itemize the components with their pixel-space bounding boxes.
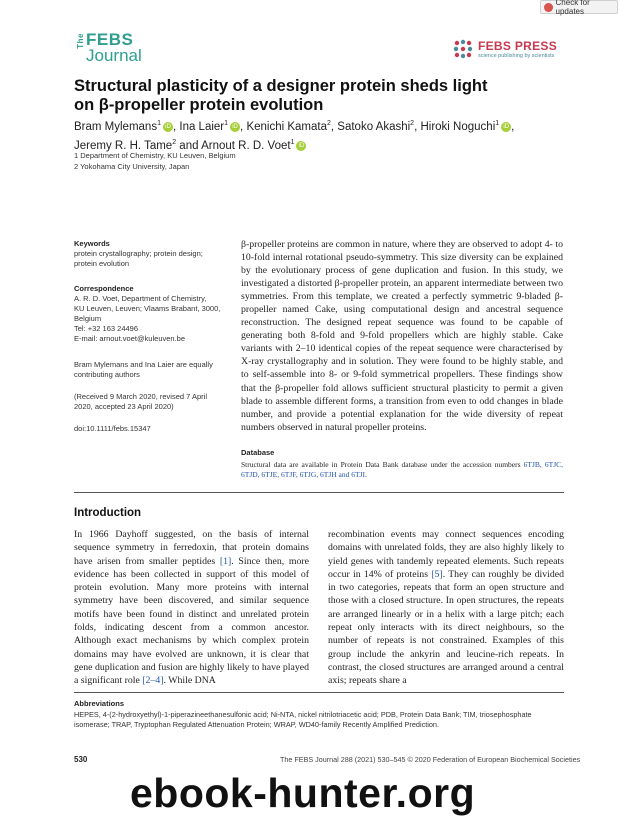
- affiliation: 2 Yokohama City University, Japan: [74, 162, 190, 171]
- author-name: Bram Mylemans: [74, 120, 158, 133]
- database-text: [241, 460, 563, 480]
- abbreviations-text: HEPES, 4-(2-hydroxyethyl)-1-piperazineethanesulfonic acid; Ni-NTA, nickel nitrilotriacetic acid; PDB, Protein Data Bank; TIM, triosephosphate isomerase; TRAP, Tryptophan Regulated Attenuation Protein; WRAP, WD40-family Recently Amplified Prediction.: [74, 710, 532, 729]
- section-divider: [74, 492, 564, 493]
- check-for-updates-button[interactable]: [540, 0, 618, 14]
- citation-link[interactable]: [2–4]: [142, 675, 164, 687]
- author-name: Kenichi Kamata: [246, 120, 327, 133]
- press-name: FEBS PRESS: [478, 39, 558, 53]
- press-tagline: science publishing by scientists: [478, 53, 555, 59]
- affiliation: 1 Department of Chemistry, KU Leuven, Belgium: [74, 151, 236, 160]
- orcid-icon[interactable]: iD: [501, 122, 511, 132]
- affiliation-marker: 1: [290, 138, 295, 146]
- orcid-icon[interactable]: iD: [163, 122, 173, 132]
- pdb-accession-links[interactable]: 6TJB, 6TJC, 6TJD, 6TJE, 6TJF, 6TJG, 6TJH and 6TJI.: [241, 460, 564, 479]
- author-line: Jeremy R. H. Tame$^2$ and Arnout R. D. Voet$^1$ iD: [74, 135, 554, 154]
- author-name: Jeremy R. H. Tame: [74, 139, 173, 152]
- affiliation-marker: 2: [172, 138, 177, 146]
- correspondence-line: KU Leuven, Leuven; Vlaams Brabant, 3000,: [74, 304, 221, 313]
- logo-febs: FEBS: [86, 30, 134, 49]
- received-line: (Received 9 March 2020, revised 7 April: [74, 392, 207, 401]
- database-statement: Structural data are available in Protein Data Bank database under the accession numbers: [241, 460, 521, 469]
- body-text: . While DNA: [163, 675, 216, 687]
- database-heading: Database: [241, 448, 275, 457]
- keywords-line: protein evolution: [74, 259, 130, 268]
- logo-journal: Journal: [86, 46, 142, 65]
- affiliation-marker: 1: [495, 120, 500, 127]
- author-name: Satoko Akashi: [337, 120, 411, 133]
- check-for-updates-label: Check for updates: [555, 0, 590, 16]
- orcid-icon[interactable]: iD: [296, 141, 306, 151]
- introduction-heading: Introduction: [74, 507, 142, 519]
- affiliation-marker: 2: [326, 120, 331, 127]
- author-name: Arnout R. D. Voet: [201, 139, 291, 152]
- body-text: . They can roughly be divided in two categories, repeats that form an open structure and those with a closed structure. In open structures, the repeats are arranged linearly or in a helix with a large pitch; each repeat only interacts with its direct neighbours, so the number of repeats is not constrained. Examples of this group include the ankyrin and leucine-rich repeats. In contrast, the closed structures are arranged around a central axis; repeats share a: [328, 568, 564, 687]
- equal-contribution-note: [74, 360, 234, 380]
- affiliation-marker: 1: [224, 120, 229, 127]
- footnote-divider: [74, 692, 564, 693]
- intro-column-right: [328, 528, 564, 688]
- author-name: Ina Laier: [179, 120, 225, 133]
- article-title: [74, 77, 564, 115]
- correspondence-heading: Correspondence: [74, 284, 134, 293]
- running-footer: The FEBS Journal 288 (2021) 530–545 © 2020 Federation of European Biochemical Societies: [280, 755, 581, 764]
- affiliation-marker: 1: [157, 120, 161, 127]
- correspondence-line: Belgium: [74, 314, 102, 323]
- received-line: 2020, accepted 23 April 2020): [74, 402, 174, 411]
- page-number: 530: [74, 755, 88, 764]
- note-line: contributing authors: [74, 370, 140, 379]
- body-text: recombination events may connect sequences encoding domains with unrelated folds, they are also highly likely to yield genes with tandemly repeated elements. Such repeats occur in 14% of proteins: [328, 529, 564, 580]
- author-line: Bram Mylemans$^1$ iD , Ina Laier$^1$ iD , Kenichi Kamata$^2$, Satoko Akashi$^2$, Hiroki Noguchi$^1$ iD ,: [74, 120, 515, 133]
- keywords-line: protein crystallography; protein design;: [74, 249, 203, 258]
- logo-the: The: [76, 33, 85, 49]
- received-dates: [74, 392, 234, 412]
- affiliation-marker: 2: [410, 120, 415, 127]
- keywords-heading: Keywords: [74, 239, 110, 248]
- febs-press-logo: [452, 38, 582, 64]
- title-line: Structural plasticity of a designer protein sheds light: [74, 77, 488, 95]
- keywords-block: [74, 239, 234, 269]
- crossmark-icon: [544, 3, 553, 12]
- doi[interactable]: doi:10.1111/febs.15347: [74, 424, 151, 433]
- correspondence-line: Tel: +32 163 24496: [74, 324, 139, 333]
- abstract: β-propeller proteins are common in nature, where they are observed to adopt 4- to 10-fold internal rotational pseudo-symmetry. This size diversity can be explained by the evolutionary process of gene duplication and fusion. In this study, we investigated a distorted β-propeller protein, an apparent intermediate between two symmetries. From this template, we created a perfectly symmetric 9-bladed β-propeller named Cake, using computational design and ancestral sequence reconstruction. The designed repeat sequence was found to be capable of generating both 8-fold and 9-fold propellers which are highly stable. Cake variants with 2–10 identical copies of the repeat sequence were characterised by X-ray crystallography and in solution. They were found to be highly stable, and to self-assemble into 8- or 9-fold symmetrical propellers. These findings show that the β-propeller fold allows sufficient structural plasticity to permit a given blade to assemble different forms, a transition from even to odd changes in blade number, and provide a potential explanation for the wide diversity of repeat numbers observed in natural propeller proteins.: [241, 239, 563, 433]
- author-list: [74, 116, 554, 154]
- body-text: In 1966 Dayhoff suggested, on the basis of internal sequence symmetry in ferredoxin, that protein domains have arisen from smaller peptides: [74, 529, 309, 567]
- intro-column-left: [74, 528, 309, 688]
- watermark: ebook-hunter.org: [130, 770, 476, 816]
- correspondence-block: [74, 284, 234, 344]
- body-text: . Since then, more evidence has been collected in support of this model of protein evolution. Many more proteins with internal symmetry have been discovered, and similar sequence motifs have been found in distinct and unrelated protein folds, indicating descent from a common ancestor. Although exact mechanisms by which complex protein domains may have evolved are unknown, it is clear that gene duplication and fusion are highly likely to have played a significant role: [74, 555, 309, 687]
- abbreviations-heading: Abbreviations: [74, 699, 125, 708]
- correspondence-email[interactable]: E-mail: arnout.voet@kuleuven.be: [74, 334, 186, 343]
- citation-link[interactable]: [5]: [431, 568, 443, 580]
- orcid-icon[interactable]: iD: [230, 122, 240, 132]
- febs-journal-logo: [76, 30, 166, 66]
- author-name: Hiroki Noguchi: [420, 120, 496, 133]
- correspondence-line: A. R. D. Voet, Department of Chemistry,: [74, 294, 207, 303]
- title-line: on β-propeller protein evolution: [74, 96, 324, 114]
- citation-link[interactable]: [1]: [219, 555, 232, 567]
- febs-press-dots-icon: [452, 38, 474, 60]
- note-line: Bram Mylemans and Ina Laier are equally: [74, 360, 213, 369]
